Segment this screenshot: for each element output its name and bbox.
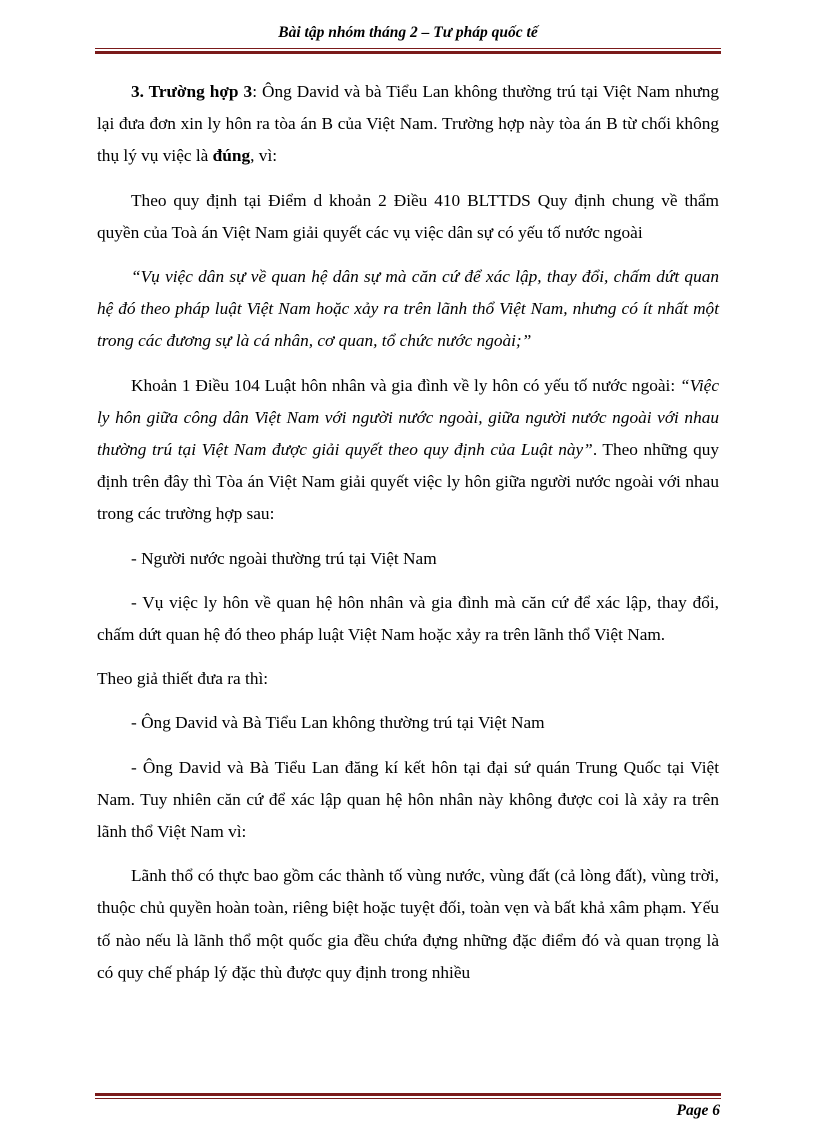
list-item: - Vụ việc ly hôn về quan hệ hôn nhân và gia đình mà căn cứ để xác lập, thay đổi, chấm dứt quan hệ đó theo pháp luật Việt Nam hoặc xảy ra trên lãnh thổ Việt Nam. xyxy=(97,592,719,645)
case-verdict: đúng xyxy=(212,146,251,166)
paragraph-marriage-law xyxy=(97,370,719,531)
case-heading: 3. Trường hợp 3 xyxy=(131,82,253,101)
header-rule xyxy=(95,48,721,54)
paragraph-assumption: Theo giả thiết đưa ra thì: xyxy=(97,669,269,689)
law-intro: Khoản 1 Điều 104 Luật hôn nhân và gia đình về ly hôn có yếu tố nước ngoài: xyxy=(131,375,680,395)
paragraph-quote-1: “Vụ việc dân sự về quan hệ dân sự mà căn cứ để xác lập, thay đổi, chấm dứt quan hệ đó theo pháp luật Việt Nam hoặc xảy ra trên lãnh thổ Việt Nam, nhưng có ít nhất một trong các đương sự là cá nhân, cơ quan, tổ chức nước ngoài;” xyxy=(97,267,719,351)
paragraph-legal-basis: Theo quy định tại Điểm d khoản 2 Điều 410 BLTTDS Quy định chung về thẩm quyền của Toà án Việt Nam giải quyết các vụ việc dân sự có yếu tố nước ngoài xyxy=(97,190,719,242)
law-quote: “Việc ly hôn giữa công dân Việt Nam với người nước ngoài, giữa người nước ngoài với nhau thường trú tại Việt Nam được giải quyết theo quy định của Luật này” xyxy=(97,375,719,460)
list-item: - Ông David và Bà Tiểu Lan đăng kí kết hôn tại đại sứ quán Trung Quốc tại Việt Nam. Tuy nhiên căn cứ để xác lập quan hệ hôn nhân này không được coi là xảy ra trên lãnh thổ Việt Nam vì: xyxy=(97,757,719,842)
page-number: Page 6 xyxy=(676,1102,720,1119)
list-item: - Ông David và Bà Tiểu Lan không thường trú tại Việt Nam xyxy=(131,713,545,733)
case-text: : Ông David và bà Tiểu Lan không thường trú tại Việt Nam nhưng lại đưa đơn xin ly hôn ra tòa án B của Việt Nam. Trường hợp này tòa án B từ chối không thụ lý vụ việc là xyxy=(97,82,719,166)
paragraph-territory: Lãnh thổ có thực bao gồm các thành tố vùng nước, vùng đất (cả lòng đất), vùng trời, thuộc chủ quyền hoàn toàn, riêng biệt hoặc tuyệt đối, toàn vẹn và bất khả xâm phạm. Yếu tố nào nếu là lãnh thổ một quốc gia đều chứa đựng những đặc điểm đó và quan trọng là có quy chế pháp lý đặc thù được quy định trong nhiều xyxy=(97,866,719,982)
case-text-end: , vì: xyxy=(250,146,278,166)
list-item: - Người nước ngoài thường trú tại Việt Nam xyxy=(131,548,437,568)
law-conclusion: . Theo những quy định trên đây thì Tòa án Việt Nam giải quyết việc ly hôn giữa người nước ngoài với nhau trong các trường hợp sau: xyxy=(97,440,720,524)
page-header: Bài tập nhóm tháng 2 – Tư pháp quốc tế xyxy=(278,24,538,41)
document-body xyxy=(97,76,719,1001)
paragraph-case-3 xyxy=(97,76,719,173)
footer-rule xyxy=(95,1093,721,1099)
